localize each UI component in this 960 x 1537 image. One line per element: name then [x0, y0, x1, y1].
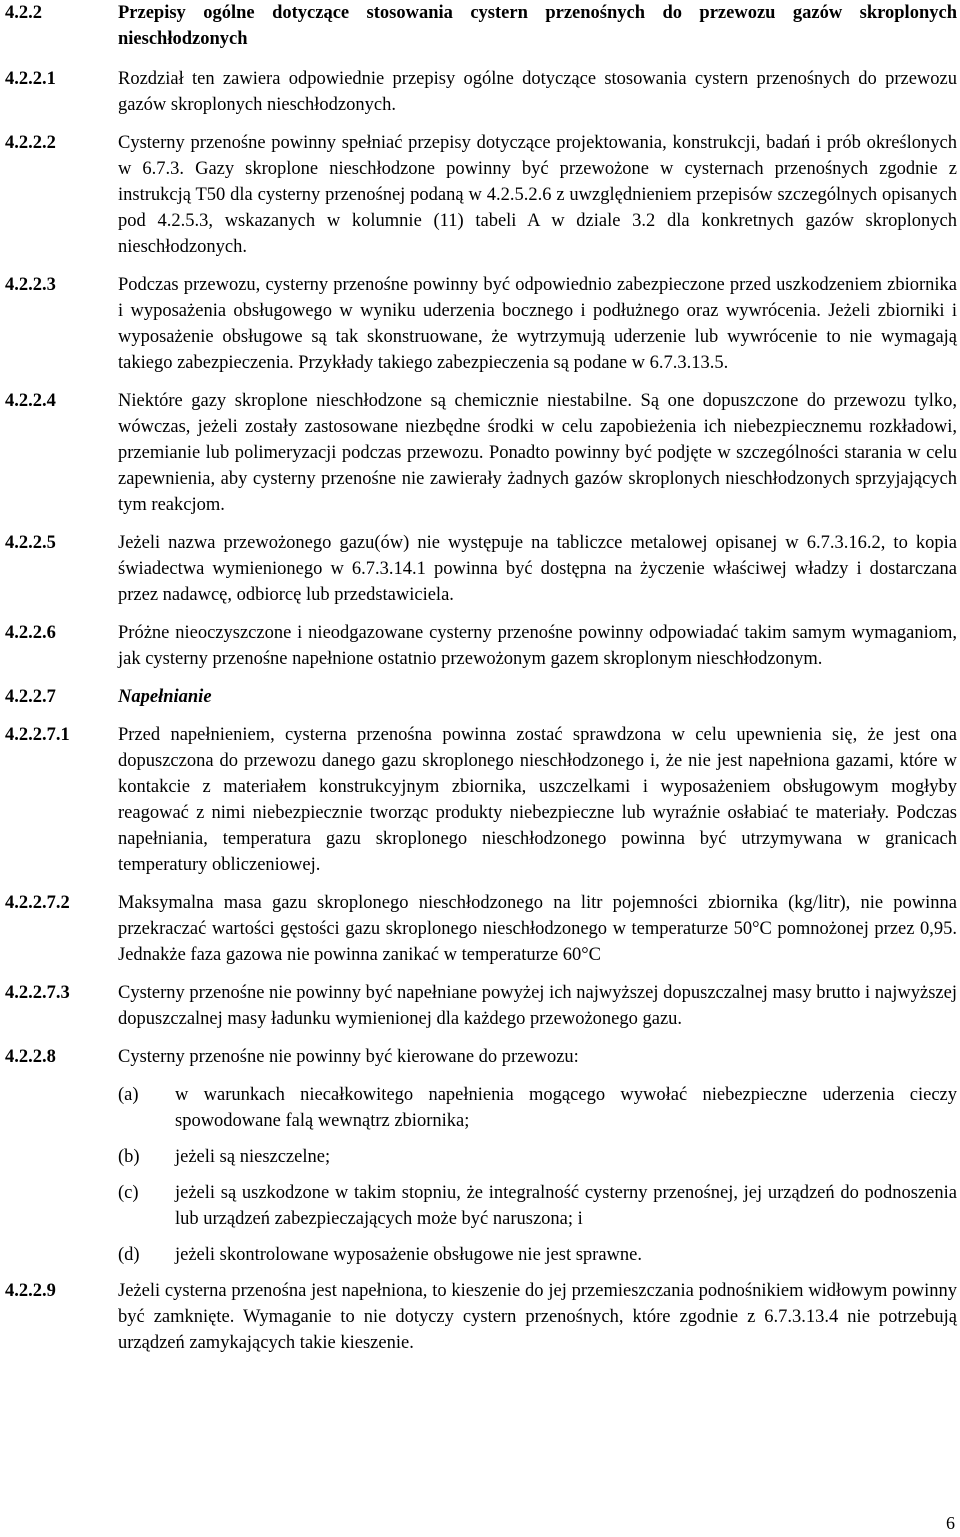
- list-item: [118, 1144, 957, 1170]
- section-number: 4.2.2.6: [5, 623, 56, 643]
- section-text: Przed napełnieniem, cysterna przenośna powinna zostać sprawdzona w celu upewnienia się, że jest ona dopuszczona do przewozu danego gazu skroplonego nieschłodzonego i, że nie jest napełniona gazami, które w kontakcie z materiałem konstrukcyjnym zbiornika, uszczelkami i wyposażeniem obsługowym mogłyby reagować z nimi niebezpiecznie tworząc produkty niebezpieczne lub wyraźnie osłabiać te materiały. Podczas napełniania, temperatura gazu skroplonego nieschłodzonego powinna być utrzymywana w granicach temperatury obliczeniowej.: [118, 725, 957, 875]
- list-item: [118, 1082, 957, 1134]
- list-item-text: jeżeli skontrolowane wyposażenie obsługowe nie jest sprawne.: [175, 1245, 642, 1265]
- list-item: [118, 1242, 957, 1268]
- section-4-2-2-5: [5, 530, 957, 608]
- section-text: Cysterny przenośne powinny spełniać przepisy dotyczące projektowania, konstrukcji, badań i prób określonych w 6.7.3. Gazy skroplone nieschłodzone powinny być przewożone w cysternach przenośnych zgodnie z instrukcją T50 dla cysterny przenośnej podaną w 4.2.5.2.6 z uwzględnieniem przepisów szczególnych opisanych pod 4.2.5.3, wskazanych w kolumnie (11) tabeli A w dziale 3.2 dla konkretnych gazów skroplonych nieschłodzonych.: [118, 133, 957, 257]
- section-heading: Przepisy ogólne dotyczące stosowania cystern przenośnych do przewozu gazów skroplonych nieschłodzonych: [118, 3, 957, 49]
- section-4-2-2-2: [5, 130, 957, 260]
- section-4-2-2-4: [5, 388, 957, 518]
- list-item-text: w warunkach niecałkowitego napełnienia mogącego wywołać niebezpieczne uderzenia cieczy spowodowane falą wewnątrz zbiornika;: [175, 1085, 957, 1131]
- section-4-2-2-9: [5, 1278, 957, 1356]
- section-4-2-2-8: [5, 1044, 957, 1070]
- section-number: 4.2.2.5: [5, 533, 56, 553]
- section-text: Cysterny przenośne nie powinny być napełniane powyżej ich najwyższej dopuszczalnej masy brutto i najwyższej dopuszczalnej masy ładunku wymienionej dla każdego przewożonego gazu.: [118, 983, 957, 1029]
- section-text: Rozdział ten zawiera odpowiednie przepisy ogólne dotyczące stosowania cystern przenośnych do przewozu gazów skroplonych nieschłodzonych.: [118, 69, 957, 115]
- page-number: 6: [946, 1513, 955, 1533]
- section-4-2-2-1: [5, 66, 957, 118]
- conditions-list: [118, 1082, 957, 1268]
- list-item-label: (b): [118, 1147, 140, 1167]
- section-4-2-2-3: [5, 272, 957, 376]
- section-4-2-2-7-3: [5, 980, 957, 1032]
- section-text: Maksymalna masa gazu skroplonego nieschłodzonego na litr pojemności zbiornika (kg/litr), nie powinna przekraczać wartości gęstości gazu skroplonego nieschłodzonego w temperaturze 50°C pomnożonej przez 0,95. Jednakże faza gazowa nie powinna zanikać w temperaturze 60°C: [118, 893, 957, 965]
- section-number: 4.2.2.2: [5, 133, 56, 153]
- list-item-label: (a): [118, 1085, 139, 1105]
- section-4-2-2-7-2: [5, 890, 957, 968]
- section-number: 4.2.2.7: [5, 687, 56, 707]
- section-number: 4.2.2.7.2: [5, 893, 70, 913]
- section-text: Podczas przewozu, cysterny przenośne powinny być odpowiednio zabezpieczone przed uszkodzeniem zbiornika i wyposażenia obsługowego w wyniku uderzenia bocznego i podłużnego oraz wywrócenia. Jeżeli zbiorniki i wyposażenie obsługowe są tak skonstruowane, że wytrzymują uderzenie lub wywrócenie to nie wymagają takiego zabezpieczenia. Przykłady takiego zabezpieczenia są podane w 6.7.3.13.5.: [118, 275, 957, 373]
- section-text: Cysterny przenośne nie powinny być kierowane do przewozu:: [118, 1047, 579, 1067]
- document-page: [5, 0, 957, 1356]
- section-number: 4.2.2.7.3: [5, 983, 70, 1003]
- list-item-text: jeżeli są nieszczelne;: [175, 1147, 331, 1167]
- section-text: Próżne nieoczyszczone i nieodgazowane cysterny przenośne powinny odpowiadać takim samym wymaganiom, jak cysterny przenośne napełnione ostatnio przewożonym gazem skroplonym nieschłodzonym.: [118, 623, 957, 669]
- section-number: 4.2.2.3: [5, 275, 56, 295]
- list-item: [118, 1180, 957, 1232]
- section-number: 4.2.2: [5, 3, 42, 23]
- section-number: 4.2.2.8: [5, 1047, 56, 1067]
- section-number: 4.2.2.1: [5, 69, 56, 89]
- list-item-label: (d): [118, 1245, 140, 1265]
- subsection-title: Napełnianie: [118, 687, 212, 707]
- section-4-2-2-7: [5, 684, 957, 710]
- section-4-2-2-6: [5, 620, 957, 672]
- list-item-text: jeżeli są uszkodzone w takim stopniu, że integralność cysterny przenośnej, jej urządzeń do podnoszenia lub urządzeń zabezpieczających może być naruszona; i: [175, 1183, 957, 1229]
- section-4-2-2: [5, 0, 957, 52]
- list-item-label: (c): [118, 1183, 139, 1203]
- section-number: 4.2.2.9: [5, 1281, 56, 1301]
- section-text: Jeżeli cysterna przenośna jest napełniona, to kieszenie do jej przemieszczania podnośnikiem widłowym powinny być zamknięte. Wymaganie to nie dotyczy cystern przenośnych, które zgodnie z 6.7.3.13.4 nie potrzebują urządzeń zamykających takie kieszenie.: [118, 1281, 957, 1353]
- section-number: 4.2.2.4: [5, 391, 56, 411]
- section-text: Niektóre gazy skroplone nieschłodzone są chemicznie niestabilne. Są one dopuszczone do przewozu tylko, wówczas, jeżeli zostały zastosowane niezbędne środki w celu zapobieżenia ich niebezpiecznemu rozkładowi, przemianie lub polimeryzacji podczas przewozu. Ponadto powinny być podjęte w szczególności starania w celu zapewnienia, aby cysterny przenośne nie zawierały żadnych gazów skroplonych nieschłodzonych sprzyjających tym reakcjom.: [118, 391, 957, 515]
- section-number: 4.2.2.7.1: [5, 725, 70, 745]
- section-text: Jeżeli nazwa przewożonego gazu(ów) nie występuje na tabliczce metalowej opisanej w 6.7.3.16.2, to kopia świadectwa wymienionego w 6.7.3.14.1 powinna być dostępna na życzenie właściwej władzy i dostarczana przez nadawcę, odbiorcę lub przedstawiciela.: [118, 533, 957, 605]
- section-4-2-2-7-1: [5, 722, 957, 878]
